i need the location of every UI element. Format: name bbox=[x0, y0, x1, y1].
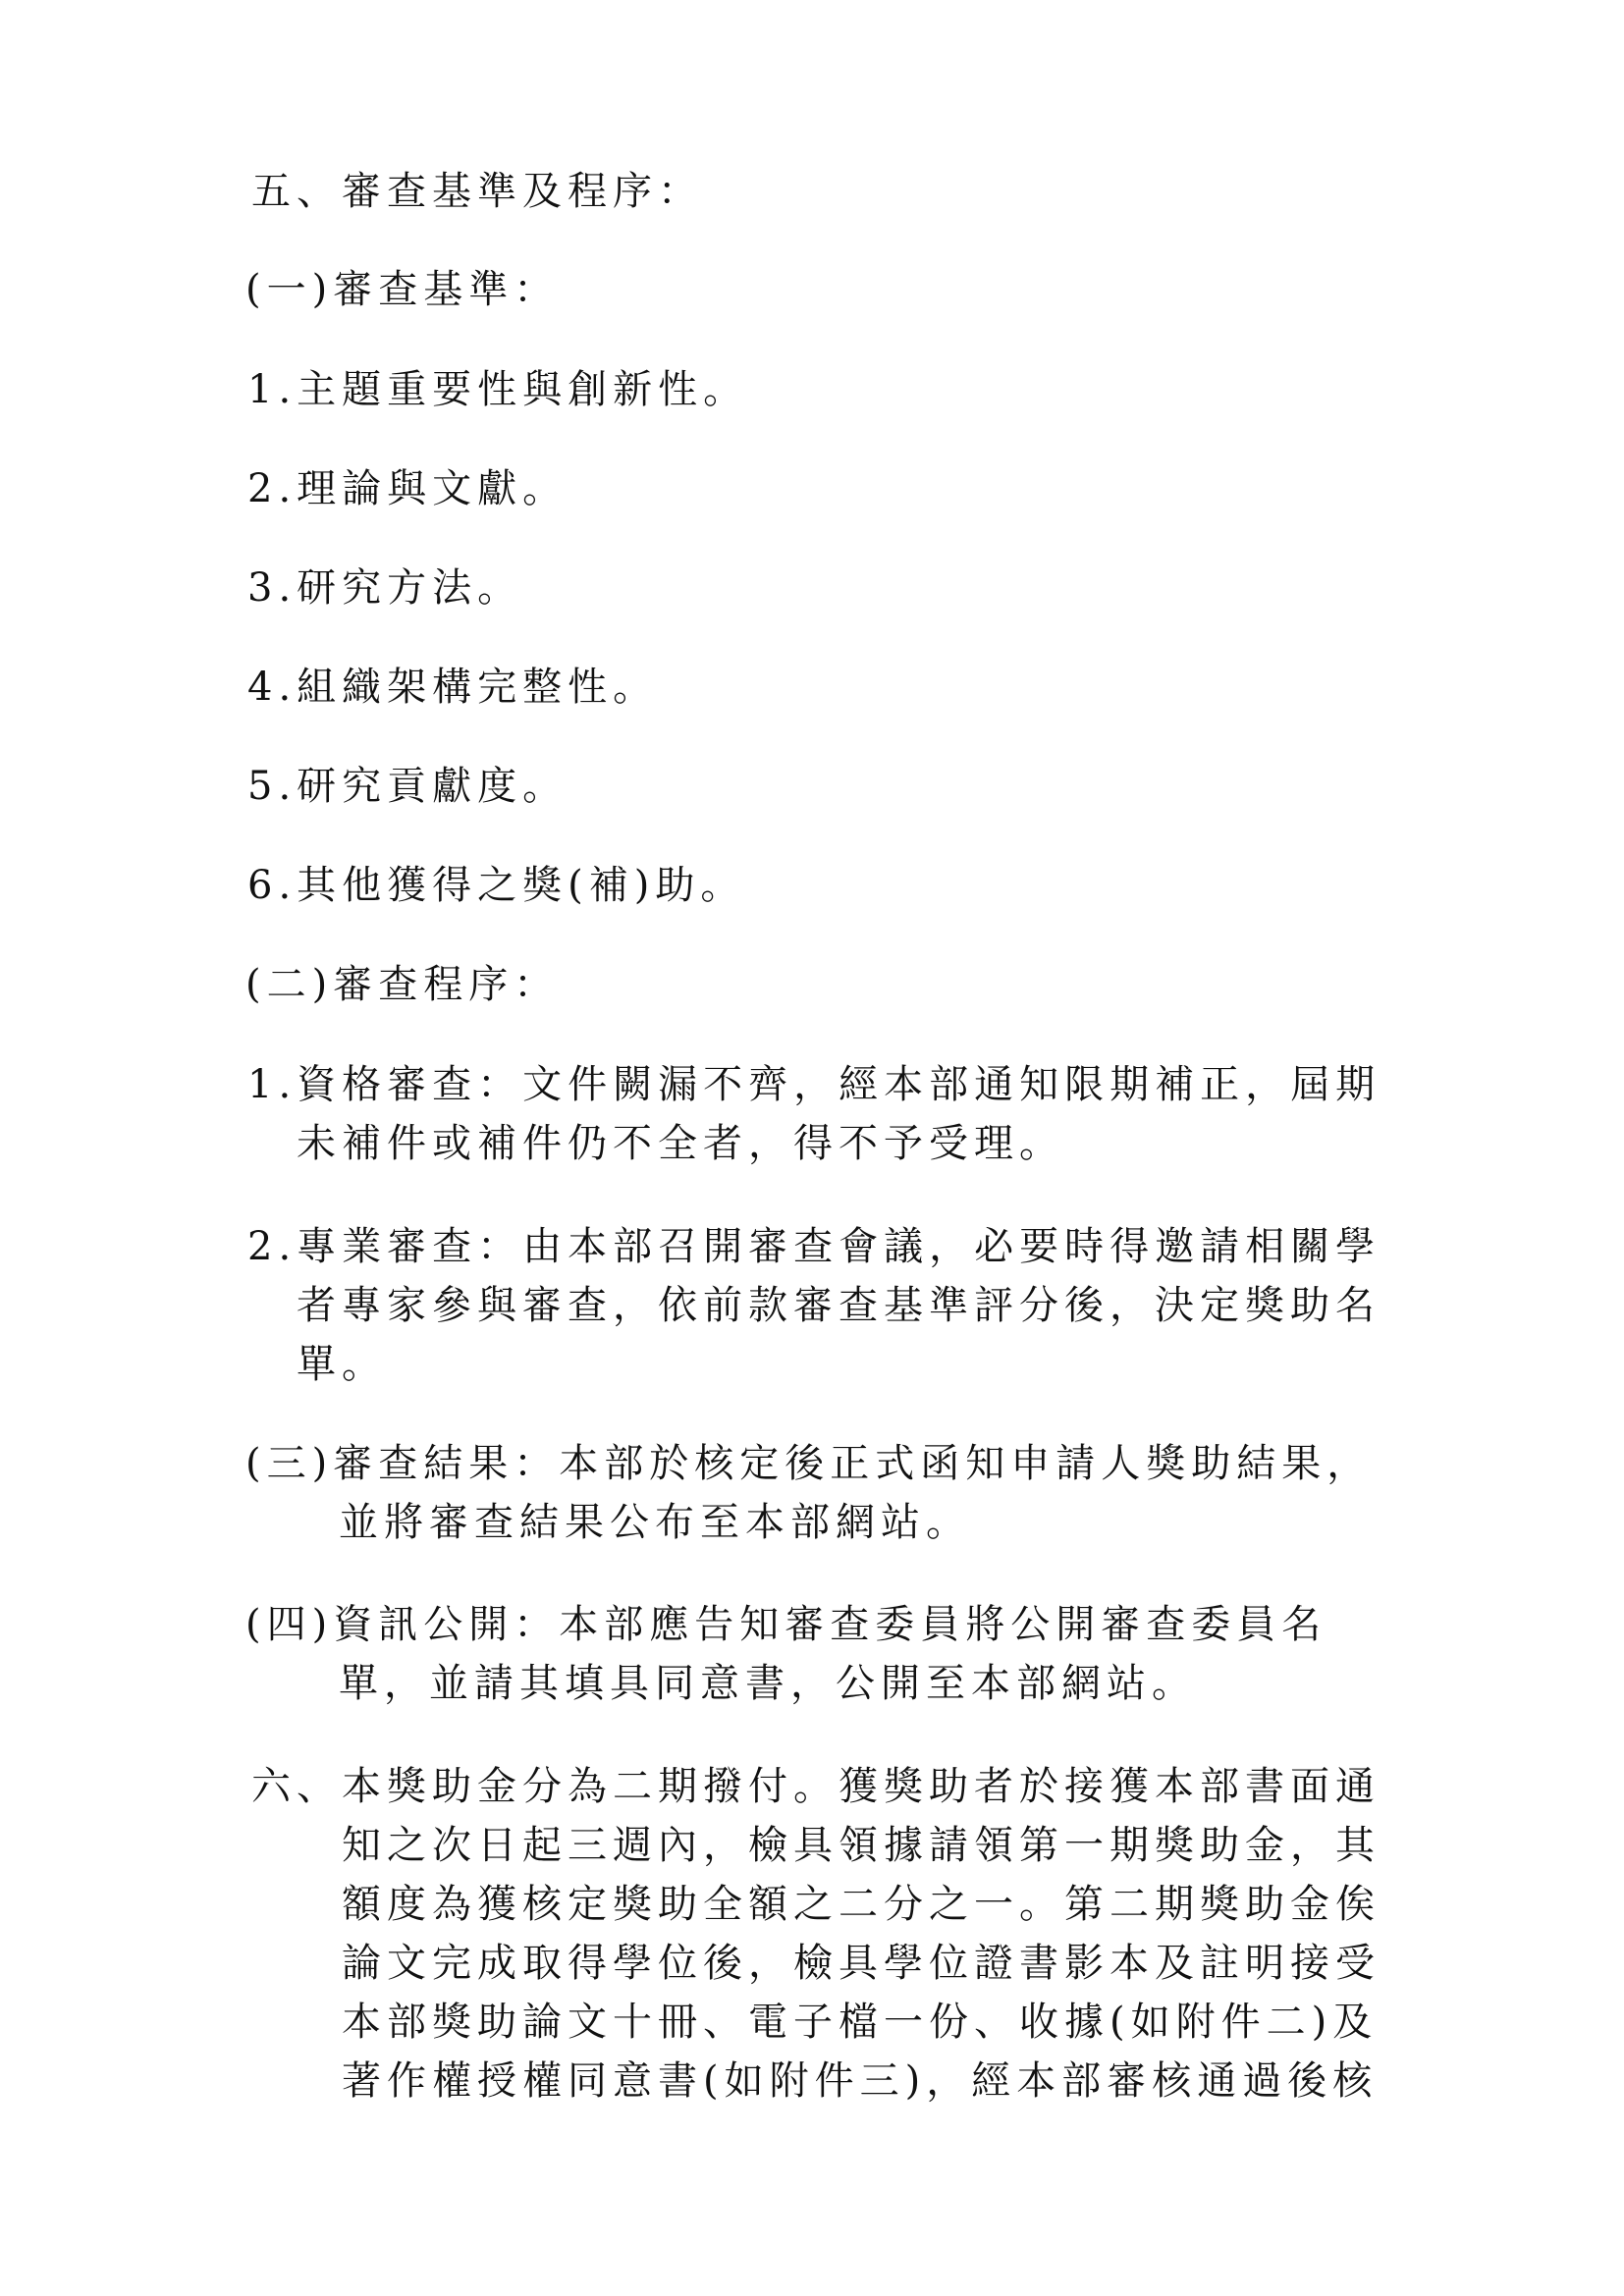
criterion-item: 3.研究方法。 bbox=[247, 565, 523, 611]
subsection-4: (四)資訊公開：本部應告知審查委員將公開審查委員名 單，並請其填具同意書，公開至本部網站。 bbox=[245, 1602, 1327, 1706]
criterion-item: 2.理論與文獻。 bbox=[247, 466, 568, 511]
section-6: 六、本獎助金分為二期撥付。獲獎助者於接獲本部書面通 知之次日起三週內，檢具領據請領第一期獎助金，其 額度為獲核定獎助全額之二分之一。第二期獎助金俟 論文完成取得學位後，檢具學位證書影本及註明接受 本部獎助論文十冊、電子檔一份、收據(如附件二)及 著作權授權同意書(如附件三)，經本部審核通過後核 bbox=[251, 1764, 1380, 2104]
subsection-1-title: (一)審查基準： bbox=[245, 267, 560, 312]
procedure-item-2: 2.專業審查：由本部召開審查會議，必要時得邀請相關學 者專家參與審查，依前款審查基準評分後，決定獎助名 單。 bbox=[247, 1224, 1381, 1387]
procedure-item-1: 1.資格審查：文件闕漏不齊，經本部通知限期補正，屆期 未補件或補件仍不全者，得不予受理。 bbox=[247, 1062, 1381, 1166]
criterion-item: 4.組織架構完整性。 bbox=[247, 665, 659, 710]
subsection-3: (三)審查結果：本部於核定後正式函知申請人獎助結果， 並將審查結果公布至本部網站。 bbox=[245, 1441, 1373, 1545]
criterion-item: 5.研究貢獻度。 bbox=[247, 764, 568, 809]
subsection-2-title: (二)審查程序： bbox=[245, 962, 560, 1007]
criterion-item: 1.主題重要性與創新性。 bbox=[247, 367, 749, 412]
section-5-title: 五、審查基準及程序： bbox=[251, 169, 703, 214]
criterion-item: 6.其他獲得之獎(補)助。 bbox=[247, 863, 746, 908]
